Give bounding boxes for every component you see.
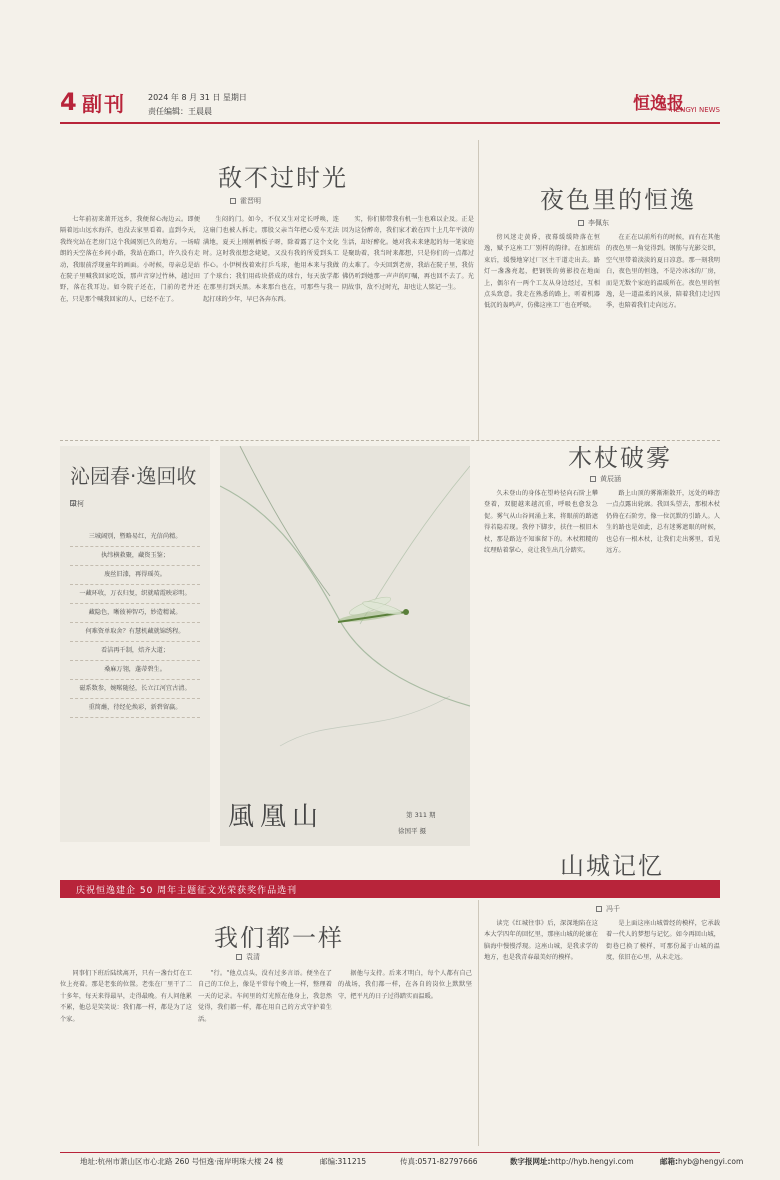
responsible-editor: 责任编辑：王晨晨: [148, 107, 212, 116]
column-divider: [478, 140, 479, 440]
article-title-1: 敌不过时光: [218, 164, 348, 192]
author-marker-icon: [578, 220, 584, 226]
article-3-column-2: 路上山顶的雾渐渐散开，远处的峰峦一点点露出轮廓。我回头望去，那根木杖仍倚在石阶旁，像一位沉默的引路人。人生的路也是如此，总有迷雾遮眼的时候，也总有一根木杖，让我们走出雾里，看见远方。: [606, 490, 720, 555]
article-2-column-1: 傍风迷走黄昏，夜幕缓缓降落在恒逸，赋予这座工厂别样的韵律。在加班结束后，缓慢地穿过厂区主干道走出去。路灯一盏盏亮起，把钢铁的剪影投在地面上，偶尔有一两个工友从身边经过，互相点头致意。我走在熟悉的路上，听着机器低沉的轰鸣声，仿佛这座工厂也在呼吸。: [484, 234, 600, 310]
article-5-column-2: 是上面这座山城曾经的模样，它承载着一代人的梦想与记忆。如今再回山城，街巷已换了模样，可那份属于山城的温度，依旧在心里，从未走远。: [606, 920, 720, 962]
article-5-column-1: 读完《红城往事》后，深深地陷在这本大学四年的回忆里，那座山城的轮廓在脑海中慢慢浮现。这座山城，是我求学的地方，也是我青春最美好的模样。: [484, 920, 598, 962]
article-author-2: 李佩东: [578, 218, 609, 228]
caption-photographer: 徐国平 摄: [398, 827, 427, 835]
page-header: [60, 88, 720, 122]
poem-line: 废丝旧漆，再得瑶英。: [70, 566, 200, 585]
article-4-column-3: 据他与支持。后来才明白，每个人都有自己的战场，我们都一样，在各自的岗位上默默坚守，把平凡的日子过得踏实而温暖。: [338, 970, 472, 1000]
article-title-5: 山城记忆: [560, 852, 664, 880]
poem-line: 重简蘸，待经伦焕彩，新碧留赢。: [70, 699, 200, 718]
article-author-1: 霍晋明: [230, 196, 261, 206]
newspaper-logo: 恒逸报: [633, 94, 684, 114]
column-divider: [478, 900, 479, 1146]
author-marker-icon: [230, 198, 236, 204]
article-author-4: 袁清: [236, 952, 260, 962]
section-name: 副刊: [82, 92, 126, 116]
calligraphy-title: 風凰山: [228, 802, 325, 832]
article-author-5: 冯千: [596, 904, 620, 914]
footer-address: 地址:杭州市萧山区市心北路 260 号恒逸·南岸明珠大楼 24 楼: [80, 1157, 284, 1166]
poem-line: 一藏环收，万衣归复，织就晴霞映彩明。: [70, 585, 200, 604]
article-2-column-2: 在正在以前所有的时候，而有在其他的夜色里一角觉得到。钢筋与光影交织，空气里带着淡淡的夏日凉意。那一刻我明白，夜色里的恒逸，不是冷冰冰的厂房，而是无数个家庭的温暖所在。夜色里的恒逸，是一道温柔的风景，陪着我们走过四季，也陪着我们走向远方。: [606, 234, 720, 310]
article-3-column-1: 久未登山的身体在望岭径向石阶上攀登着，双腿越来越沉重，呼吸也愈发急促。雾气从山谷间涌上来，将眼前的路遮得若隐若现。我停下脚步，扶住一根旧木杖，那是路边不知谁留下的。木杖粗糙的纹理贴着掌心，竟让我生出几分踏实。: [484, 490, 598, 555]
article-title-4: 我们都一样: [214, 924, 344, 952]
poem-line: 磁系数参，婉啭随径，长立江河宜古清。: [70, 680, 200, 699]
issue-date: 2024 年 8 月 31 日 星期日: [148, 93, 247, 102]
website-link[interactable]: http://hyb.hengyi.com: [550, 1157, 634, 1166]
poem-line: 桑麻万翎，蓬蒂碧生。: [70, 661, 200, 680]
header-rule: [60, 122, 720, 124]
author-marker-icon: [590, 476, 596, 482]
poem-line: 看洁再千制，焙齐大道；: [70, 642, 200, 661]
poem-box: [60, 446, 210, 842]
ink-painting: [220, 446, 470, 846]
poem-line: 三城阔别，暨略易红，光信尚精。: [70, 528, 200, 547]
footer-fax: 传真:0571-82797666: [400, 1157, 478, 1166]
page-number: 4: [60, 88, 77, 116]
footer-postcode: 邮编:311215: [320, 1157, 367, 1166]
poem-author: 宋柯: [70, 500, 84, 508]
newspaper-logo-en: HENGYI NEWS: [670, 106, 720, 114]
author-marker-icon: [70, 500, 76, 506]
article-4-column-1: 同事们下班后陆续离开，只有一盏台灯在工位上亮着。那是老张的位置。老张在厂里干了二十多年，每天来得最早，走得最晚。有人问他累不累，他总是笑笑说：我们都一样，都是为了这个家。: [60, 970, 192, 1023]
award-banner: [60, 880, 720, 898]
poem-line: 执纬横救聚，藏资玉鉴；: [70, 547, 200, 566]
author-marker-icon: [596, 906, 602, 912]
article-4-column-2: "行。"他点点头，没有过多言语。便坐在了自己的工位上，像是平常每个晚上一样，整理着一天的记录。车间里的灯光照在他身上，我忽然觉得，我们都一样，都在用自己的方式守护着生活。: [198, 970, 332, 1023]
poem-line: 藏隐色，晰彼神智巧，妙造精诚。: [70, 604, 200, 623]
footer-email: 邮箱:hyb@hengyi.com: [660, 1157, 744, 1166]
poem-line: 何难资单取舍？有慧机藏就锦绣程。: [70, 623, 200, 642]
article-1-column-2: 生闷的门。如今，不仅又生对定长呼唤，连这扇门也被人拆走。那股父亲当年把心爱车无法满地，夏天上刚刚栖板子呀，除着露了这个文化时。这时我很想念姥姥，又没有我的所爱到头工作心。小伊树找着欢打乒乓球，他用本来与我做了个球台；我们用砖块搭成的球台，每天放学都在那里打到天黑。本来那台也在，可那些与我一起打球的少年，早已各奔东西。: [203, 216, 339, 303]
author-marker-icon: [236, 954, 242, 960]
footer-website: 数字报网址:http://hyb.hengyi.com: [510, 1157, 634, 1166]
email-link[interactable]: hyb@hengyi.com: [678, 1157, 744, 1166]
caption-issue: 第 311 期: [406, 811, 436, 819]
article-1-column-3: 实，你们肺带我有机一生也难以企及。正是因为这份醉奇，我们家才敢在四十上几年平淡的生活，却好醉化。她对我未来建起的每一笔家庭是聚助着，我当时来都想，只是你们的一点都过的太难了。今天回到老房，我站在院子里，我仿佛仍听到她那一声声的叮嘱，再也回不去了。光阴故事，敌不过时光，却也让人铭记一生。: [342, 216, 474, 292]
article-author-3: 黄辰涵: [590, 474, 621, 484]
poem-title: 沁园春·逸回收: [70, 464, 197, 488]
footer-rule: [60, 1152, 720, 1153]
banner-text: 庆祝恒逸建企 50 周年主题征文光荣获奖作品选刊: [76, 886, 298, 896]
article-title-3: 木杖破雾: [568, 444, 672, 472]
article-1-column-1: 七年前初来萧开远乡，我便留心海边云。即便隔着远山远水海洋，也没去家里看着。直到今天，我终究站在老房门这个我阔别已久的地方。一场晴朗的天空落在乡间小路，我站在路口，许久没有走动，我眼前浮现童年的画面。小时候，母亲总是站在院子里喊我回家吃饭，那声音穿过竹林，越过田野，落在我耳边。如今院子还在，门前的老井还在，只是那个喊我回家的人，已经不在了。: [60, 216, 200, 303]
article-title-2: 夜色里的恒逸: [540, 186, 696, 214]
dragonfly-illustration: [220, 446, 470, 846]
poem-lines: [70, 528, 200, 718]
